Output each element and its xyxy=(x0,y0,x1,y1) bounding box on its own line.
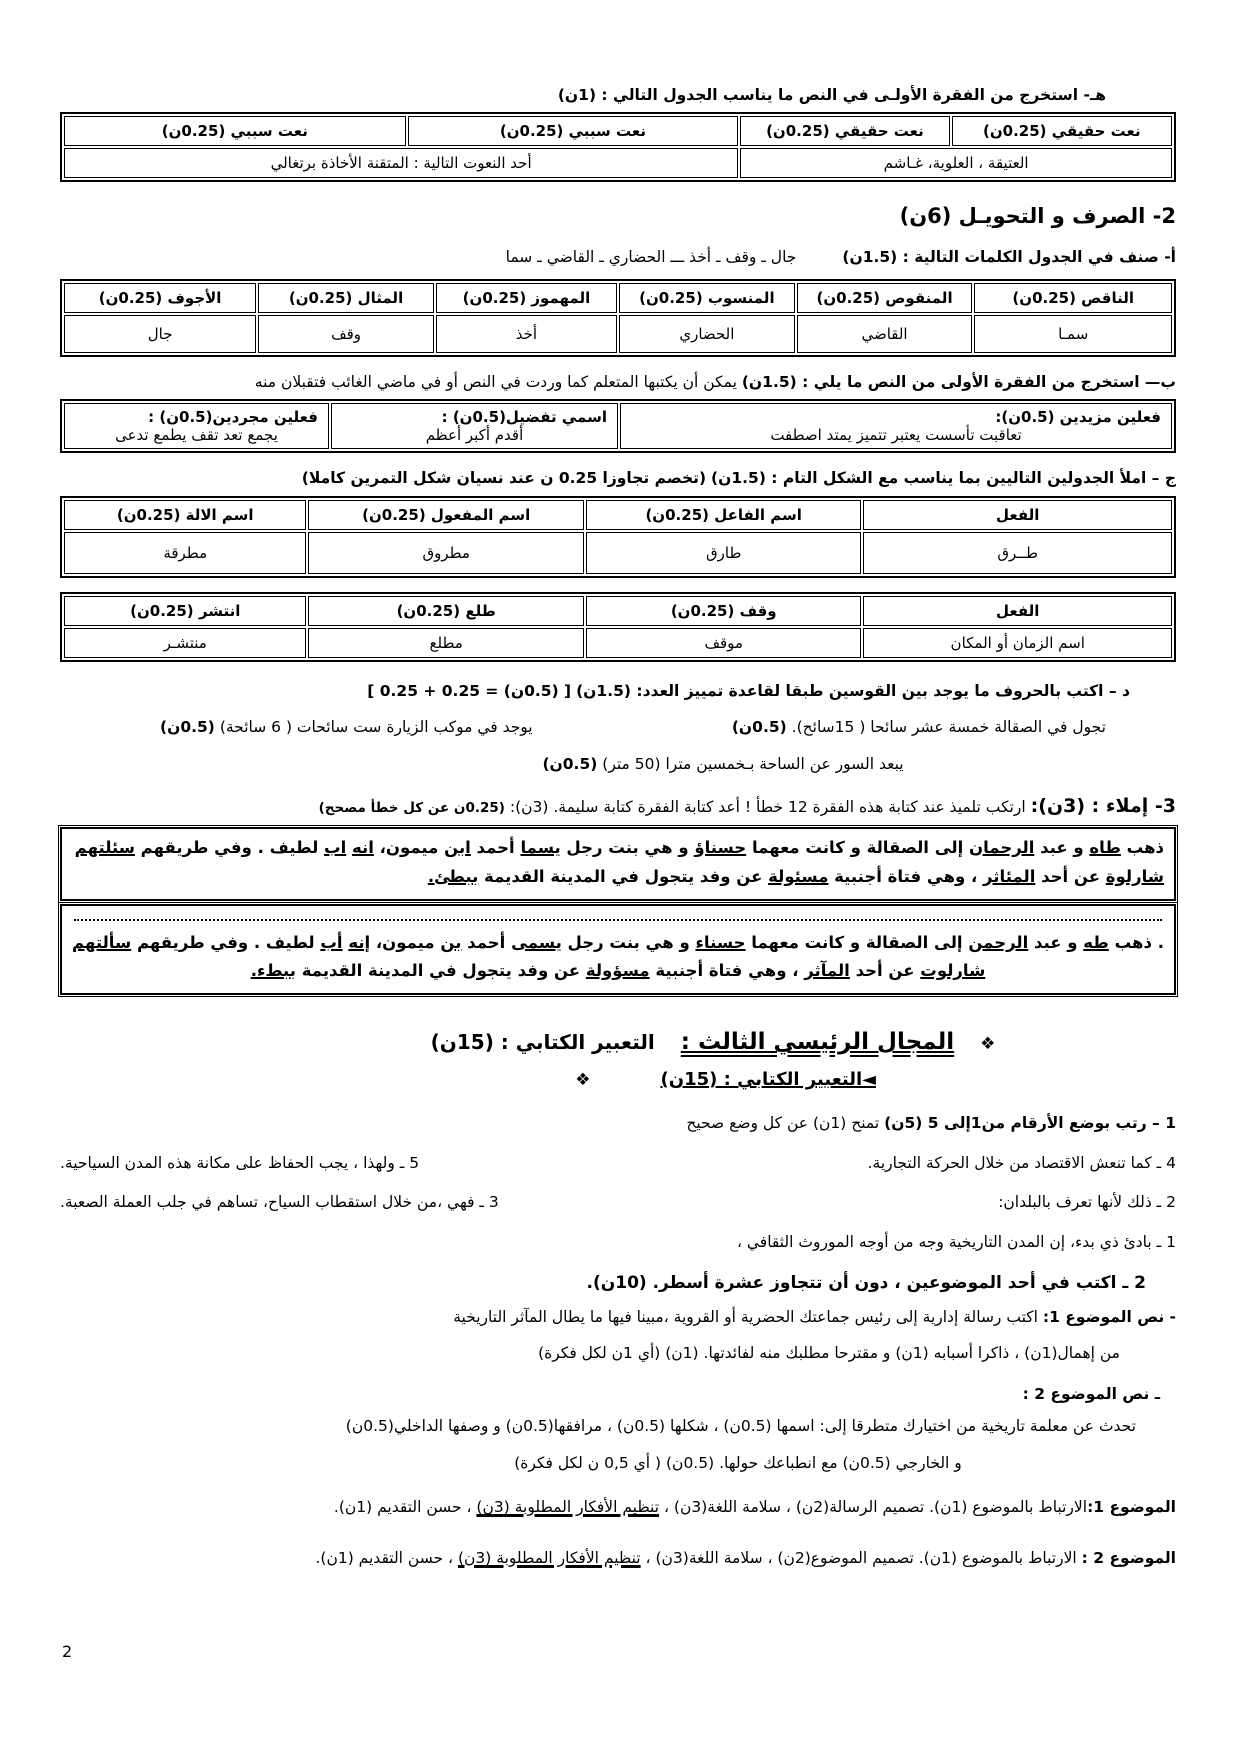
table-cell: مطرقة xyxy=(64,532,306,574)
underlined-word: أب xyxy=(320,932,343,952)
cell-label: فعلين مزيدين (0.5ن): xyxy=(995,408,1161,427)
topic2-line1: تحدث عن معلمة تاريخية من اختيارك متطرقا إلى: اسمها (0.5ن) ، شكلها (0.5ن) ، مرافقها(0.5ن) و وصفها الداخلي(0.5ن) xyxy=(345,1417,1136,1436)
text-segment: و هي بنت رجل xyxy=(560,837,695,857)
verbs-table xyxy=(60,399,1176,453)
expression-subtitle: ◄التعبير الكتابي : (15ن) xyxy=(660,1069,876,1091)
d-item-text: تجول في الصقالة خمسة عشر سائحا ( 15سائح). xyxy=(791,718,1106,737)
underlined-word: مسئولة xyxy=(768,866,829,886)
underlined-word: يسمى xyxy=(511,932,562,952)
text-segment: ميمون، xyxy=(370,932,441,952)
col-header: المثال (0.25ن) xyxy=(258,283,434,313)
underlined-word: ببطء. xyxy=(250,961,296,981)
underlined-word: طه xyxy=(1083,932,1109,952)
cell-content: تعاقبت تأسست يعتبر تتميز يمتد اصطفت xyxy=(770,426,1022,445)
text-segment: أحمد xyxy=(461,932,512,952)
q1-prompt-line xyxy=(60,1112,1176,1134)
col-header: نعت سببي (0.25ن) xyxy=(64,116,406,146)
text-segment: أحمد xyxy=(470,837,521,857)
text-segment: ، وهي فتاة أجنبية xyxy=(649,961,805,981)
text-segment: إلى الصقالة و كانت معهما xyxy=(745,932,969,952)
question-c-prompt: ج – املأ الجدولين التاليين بما يناسب مع الشكل التام : (1.5ن) xyxy=(711,469,1176,488)
topic1-text: اكتب رسالة إدارية إلى رئيس جماعتك الحضرية أو القروية ،مبينا فيها ما يطال المآثر التاريخية xyxy=(453,1307,1038,1326)
question-d-bracket: [ (0.5ن) = 0.25 + 0.25 ] xyxy=(367,681,572,700)
expression-heading xyxy=(250,1029,1176,1055)
cell-label: فعلين مجردين(0.5ن) : xyxy=(148,408,318,427)
table-cell: منتشـر xyxy=(64,628,306,658)
grading2-label: الموضوع 2 : xyxy=(1081,1548,1176,1567)
text-segment: عن وفد يتجول في المدينة القديمة xyxy=(478,866,769,886)
question-d-prompt: د – اكتب بالحروف ما يوجد بين القوسين طبقا لقاعدة تمييز العدد: (1.5ن) xyxy=(576,681,1130,700)
imla-correct-paragraph xyxy=(72,929,1164,987)
naat-table xyxy=(60,112,1176,182)
section3-note: (0.25ن عن كل خطأ مصحح) xyxy=(318,800,505,817)
question-a-line xyxy=(60,246,1176,268)
text-segment: و عبد xyxy=(1034,837,1090,857)
d-item-score: (0.5ن) xyxy=(160,718,215,737)
table-cell xyxy=(331,403,618,449)
col-header: اسم المفعول (0.25ن) xyxy=(308,500,584,530)
imla-correct-box xyxy=(60,904,1176,996)
grading1-text: الارتباط بالموضوع (1ن). تصميم الرسالة(2ن) ، سلامة اللغة(3ن) ، xyxy=(659,1498,1088,1517)
underlined-word: الرحمن xyxy=(968,932,1029,952)
q1-note: تمنح (1ن) عن كل وضع صحيح xyxy=(686,1114,880,1133)
table-cell: وقف xyxy=(258,315,434,353)
table-cell: اسم الزمان أو المكان xyxy=(863,628,1172,658)
text-segment: و هي بنت رجل xyxy=(561,932,696,952)
question-c-line xyxy=(60,467,1176,489)
table-cell: سمـا xyxy=(974,315,1172,353)
diamond-bullet-icon: ❖ xyxy=(575,1070,591,1091)
q1-item: 1 ـ بادئ ذي بدء، إن المدن التاريخية وجه من أوجه الموروث الثقافي ، xyxy=(736,1232,1176,1251)
q1-row xyxy=(60,1191,1176,1213)
grading2-line xyxy=(60,1547,1176,1569)
table-row xyxy=(64,532,1172,574)
underlined-word: انه xyxy=(352,837,374,857)
q1-row xyxy=(60,1152,1176,1174)
col-header: الناقص (0.25ن) xyxy=(974,283,1172,313)
q2-title: 2 ـ اكتب في أحد الموضوعين ، دون أن تتجاوز عشرة أسطر. (10ن). xyxy=(586,1273,1146,1294)
underlined-word: إنه xyxy=(348,932,371,952)
q1-item: 4 ـ كما تنعش الاقتصاد من خلال الحركة التجارية. xyxy=(867,1153,1176,1172)
q1-row xyxy=(60,1231,1176,1253)
grading2-text: ، حسن التقديم (1ن). xyxy=(315,1548,458,1567)
table-cell: مطلع xyxy=(308,628,584,658)
col-header: وقف (0.25ن) xyxy=(586,596,862,626)
topic1-label: - نص الموضوع 1: xyxy=(1042,1307,1176,1326)
diamond-bullet-icon: ❖ xyxy=(980,1034,996,1055)
dotted-separator xyxy=(74,911,1162,921)
d-item-text: يوجد في موكب الزيارة ست سائحات ( 6 سائحة) xyxy=(219,718,533,737)
text-segment: . ذهب xyxy=(1108,932,1164,952)
col-header: طلع (0.25ن) xyxy=(308,596,584,626)
grading1-underlined: تنظيم الأفكار المطلوبة (3ن) xyxy=(476,1498,660,1517)
question-e-title: هـ- استخرج من الفقرة الأولـى في النص ما يناسب الجدول التالي : (1ن) xyxy=(557,86,1106,104)
col-header: نعت سببي (0.25ن) xyxy=(408,116,739,146)
expression-score: التعبير الكتابي : (15ن) xyxy=(430,1030,655,1055)
text-segment: و عبد xyxy=(1028,932,1084,952)
col-header: الأجوف (0.25ن) xyxy=(64,283,256,313)
question-a-words: جال ـ وقف ـ أخذ ـــ الحضاري ـ القاضي ـ سما xyxy=(505,248,797,267)
underlined-word: شارلوة xyxy=(1105,866,1164,886)
underlined-word: المئاثر xyxy=(983,866,1036,886)
table-header-row xyxy=(64,116,1172,146)
section2-title: 2- الصرف و التحويـل (6ن) xyxy=(899,204,1176,229)
cell-content: أقدم أكبر أعظم xyxy=(425,426,524,445)
cell-content: يجمع تعد تقف يطمع تدعى xyxy=(115,426,278,445)
underlined-word: سئلتهم xyxy=(74,837,135,857)
table-cell xyxy=(64,403,329,449)
table-cell: أحد النعوت التالية : المتقنة الأخاذة برتغالي xyxy=(64,148,738,178)
domain-title: المجال الرئيسي الثالث : xyxy=(680,1029,955,1056)
table-header-row xyxy=(64,596,1172,626)
table-cell: أخذ xyxy=(436,315,617,353)
d-item-score: (0.5ن) xyxy=(731,718,787,737)
underlined-word: الرحمان xyxy=(969,837,1035,857)
q1-item: 3 ـ فهي ،من خلال استقطاب السياح، تساهم في جلب العملة الصعبة. xyxy=(60,1193,499,1212)
topic1-line1 xyxy=(60,1306,1176,1328)
underlined-word: شارلوت xyxy=(920,961,986,981)
ism-fail-table xyxy=(60,496,1176,578)
question-a-prompt: أ- صنف في الجدول الكلمات التالية : (1.5ن) xyxy=(842,248,1176,267)
table-cell: الحضاري xyxy=(619,315,795,353)
section3-instruction: ارتكب تلميذ عند كتابة هذه الفقرة 12 خطأ ! أعد كتابة الفقرة كتابة سليمة. (3ن): xyxy=(509,798,1026,817)
topic1-line2: من إهمال(1ن) ، ذاكرا أسبابه (1ن) و مقترحا مطلبك منه لفائدتها. (1ن) (أي 1ن لكل فكرة) xyxy=(538,1344,1120,1363)
table-cell: القاضي xyxy=(797,315,973,353)
grading1-text: ، حسن التقديم (1ن). xyxy=(333,1498,477,1517)
table-cell: موقف xyxy=(586,628,862,658)
underlined-word: ببطئ. xyxy=(427,866,479,886)
question-c-note: (تخصم تجاوزا 0.25 ن عند نسيان شكل التمرين كاملا) xyxy=(301,469,707,488)
col-header: نعت حقيقي (0.25ن) xyxy=(740,116,949,146)
underlined-word: مسؤولة xyxy=(585,961,650,981)
q1-item: 2 ـ ذلك لأنها تعرف بالبلدان: xyxy=(998,1193,1176,1212)
table-cell: مطروق xyxy=(308,532,584,574)
question-d-row2 xyxy=(60,753,1176,775)
table-cell: طارق xyxy=(586,532,862,574)
text-segment: عن وفد يتجول في المدينة القديمة xyxy=(296,961,586,981)
table-row xyxy=(64,628,1172,658)
col-header: انتشر (0.25ن) xyxy=(64,596,306,626)
text-segment: لطيف . وفي طريقهم xyxy=(134,837,325,857)
underlined-word: اب xyxy=(324,837,347,857)
table-header-row xyxy=(64,283,1172,313)
table-row xyxy=(64,315,1172,353)
q1-item: 5 ـ ولهذا ، يجب الحفاظ على مكانة هذه المدن السياحية. xyxy=(60,1153,420,1172)
q1-prompt: 1 – رتب بوضع الأرقام من1إلى 5 (5ن) xyxy=(884,1114,1176,1133)
table-cell: طــرق xyxy=(863,532,1172,574)
underlined-word: ابن xyxy=(444,837,471,857)
section3-title-line xyxy=(60,793,1176,821)
col-header: نعت حقيقي (0.25ن) xyxy=(952,116,1172,146)
col-header: اسم الالة (0.25ن) xyxy=(64,500,306,530)
text-segment: عن أحد xyxy=(849,961,921,981)
col-header: الفعل xyxy=(863,500,1172,530)
grading1-line xyxy=(60,1496,1176,1518)
text-segment: إلى الصقالة و كانت معهما xyxy=(746,837,969,857)
question-d-line xyxy=(60,680,1176,702)
underlined-word: حسناء xyxy=(695,932,746,952)
underlined-word: المآثر xyxy=(804,961,850,981)
ism-zaman-table xyxy=(60,592,1176,662)
sarf-table xyxy=(60,279,1176,357)
table-cell: العتيقة ، العلوية، غـاشم xyxy=(740,148,1172,178)
text-segment: ذهب xyxy=(1120,837,1164,857)
underlined-word: طاه xyxy=(1089,837,1121,857)
question-d-row1 xyxy=(60,716,1176,738)
topic2-label: ـ نص الموضوع 2 : xyxy=(1022,1384,1160,1403)
text-segment: ميمون، xyxy=(373,837,445,857)
col-header: الفعل xyxy=(863,596,1172,626)
question-b-note: يمكن أن يكتبها المتعلم كما وردت في النص أو في ماضي الغائب فتقبلان منه xyxy=(254,372,737,391)
expression-subheading xyxy=(60,1069,1176,1090)
text-segment: ، وهي فتاة أجنبية xyxy=(828,866,984,886)
section3-title: 3- إملاء : (3ن): xyxy=(1030,795,1176,818)
text-segment: عن أحد xyxy=(1035,866,1106,886)
text-segment: لطيف . وفي طريقهم xyxy=(131,932,321,952)
imla-error-paragraph xyxy=(72,834,1164,892)
col-header: المهموز (0.25ن) xyxy=(436,283,617,313)
table-row xyxy=(64,148,1172,178)
col-header: اسم الفاعل (0.25ن) xyxy=(586,500,862,530)
question-b-prompt: ب— استخرج من الفقرة الأولى من النص ما يلي : (1.5ن) xyxy=(741,372,1176,391)
imla-error-box xyxy=(60,827,1176,901)
d-item-left xyxy=(160,716,533,738)
grading1-label: الموضوع 1: xyxy=(1087,1498,1176,1517)
table-cell xyxy=(620,403,1172,449)
topic2-line2: و الخارجي (0.5ن) مع انطباعك حولها. (0.5ن) ( أي 0,5 ن لكل فكرة) xyxy=(514,1453,962,1472)
cell-label: اسمي تفضيل(0.5ن) : xyxy=(441,408,607,427)
col-header: المنسوب (0.25ن) xyxy=(619,283,795,313)
col-header: المنقوص (0.25ن) xyxy=(797,283,973,313)
grading2-underlined: تنظيم الأفكار المطلوبة (3ن) xyxy=(457,1548,641,1567)
underlined-word: يسما xyxy=(520,837,561,857)
question-b-line xyxy=(60,371,1176,393)
d-item-right xyxy=(732,716,1106,738)
underlined-word: سألتهم xyxy=(72,932,132,952)
underlined-word: بن xyxy=(440,932,462,952)
underlined-word: حسناؤ xyxy=(694,837,747,857)
grading2-text: الارتباط بالموضوع (1ن). تصميم الموضوع(2ن) ، سلامة اللغة(3ن) ، xyxy=(640,1548,1082,1567)
page-number: 2 xyxy=(62,1642,73,1661)
table-cell: جال xyxy=(64,315,256,353)
table-row xyxy=(64,403,1172,449)
d-item-text: يبعد السور عن الساحة بـخمسين مترا (50 متر) xyxy=(602,754,904,773)
d-item-score: (0.5ن) xyxy=(542,754,598,773)
table-header-row xyxy=(64,500,1172,530)
